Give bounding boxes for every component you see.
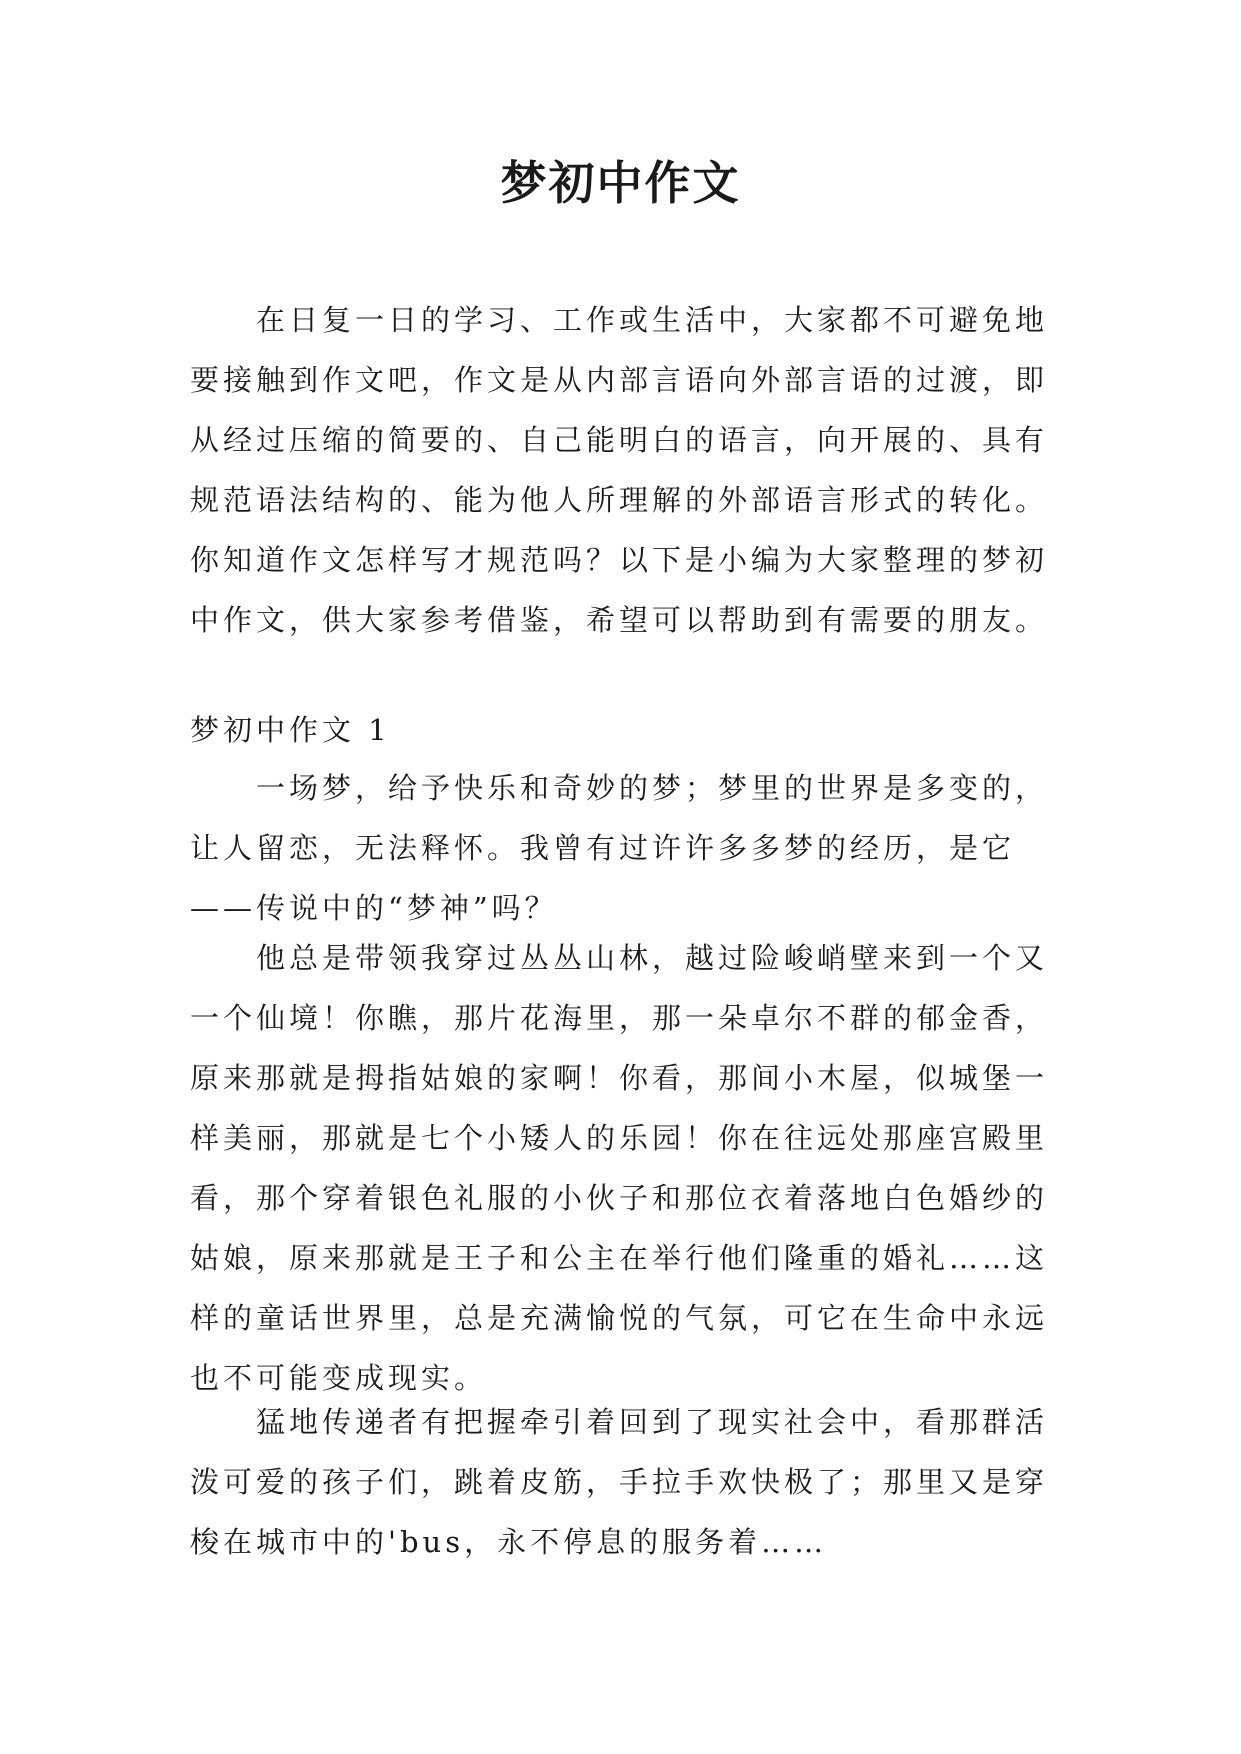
essay-paragraph: 猛地传递者有把握牵引着回到了现实社会中，看那群活泼可爱的孩子们，跳着皮筋，手拉手欢快极了；那里又是穿梭在城市中的'bus，永不停息的服务着……	[190, 1405, 1049, 1559]
essay-paragraph: 一场梦，给予快乐和奇妙的梦；梦里的世界是多变的，让人留恋，无法释怀。我曾有过许许多多梦的经历，是它——传说中的“梦神”吗？	[190, 771, 1049, 925]
essay-paragraph: 他总是带领我穿过丛丛山林，越过险峻峭壁来到一个又一个仙境！你瞧，那片花海里，那一朵卓尔不群的郁金香，原来那就是拇指姑娘的家啊！你看，那间小木屋，似城堡一样美丽，那就是七个小矮人的乐园！你在往远处那座宫殿里看，那个穿着银色礼服的小伙子和那位衣着落地白色婚纱的姑娘，原来那就是王子和公主在举行他们隆重的婚礼……这样的童话世界里，总是充满愉悦的气氛，可它在生命中永远也不可能变成现实。	[190, 941, 1049, 1395]
document-title: 梦初中作文	[500, 156, 741, 210]
intro-paragraph: 在日复一日的学习、工作或生活中，大家都不可避免地要接触到作文吧，作文是从内部言语向外部言语的过渡，即从经过压缩的简要的、自己能明白的语言，向开展的、具有规范语法结构的、能为他人所理解的外部语言形式的转化。你知道作文怎样写才规范吗？以下是小编为大家整理的梦初中作文，供大家参考借鉴，希望可以帮助到有需要的朋友。	[190, 303, 1049, 637]
essay-heading: 梦初中作文 1	[190, 713, 391, 747]
